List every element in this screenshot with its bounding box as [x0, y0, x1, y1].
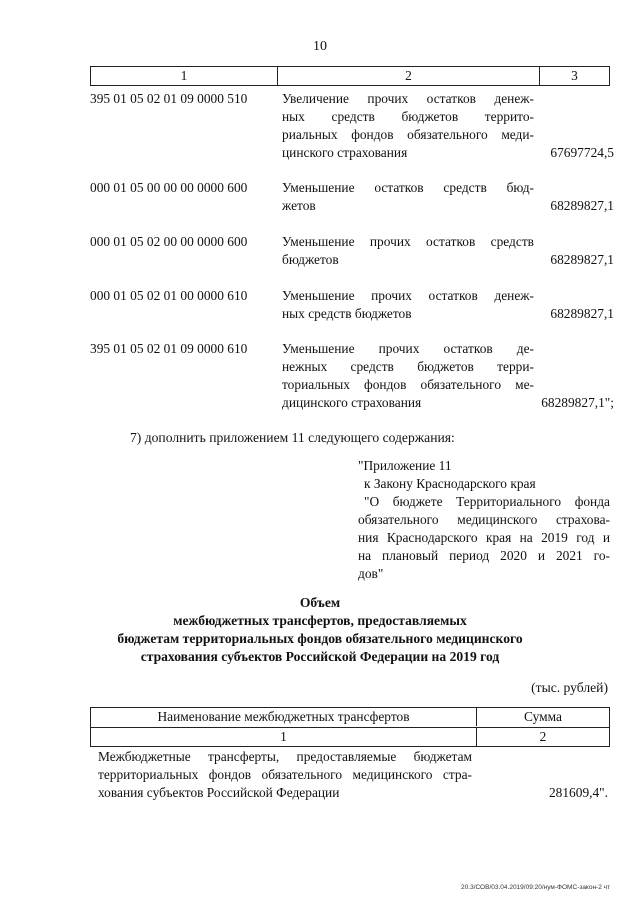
- annex-line: обязательного медицинского страхова-: [358, 512, 610, 527]
- description-line: Уменьшение прочих остатков де-: [282, 341, 534, 356]
- description-line: Уменьшение остатков средств бюд-: [282, 180, 534, 195]
- description-line: Межбюджетные трансферты, предоставляемые бюджетам: [98, 749, 472, 764]
- table2-header-sum: Сумма: [524, 709, 562, 724]
- table2-header-name: Наименование межбюджетных трансфертов: [91, 708, 477, 726]
- annex-line: дов": [358, 566, 384, 581]
- description-line: Уменьшение прочих остатков средств: [282, 234, 534, 249]
- table-row: [98, 748, 608, 802]
- table2-number-row: [91, 727, 609, 746]
- budget-code: 000 01 05 00 00 00 0000 600: [90, 180, 248, 195]
- description-line: территориальных фондов обязательного медицинского стра-: [98, 767, 472, 782]
- row-description: [282, 287, 534, 323]
- table1-header-col1: 1: [91, 67, 278, 85]
- description-line: цинского страхования: [282, 145, 408, 160]
- table-row: [90, 90, 614, 162]
- units-label: (тыс. рублей): [531, 680, 608, 695]
- annex-line: "Приложение 11: [358, 458, 452, 473]
- description-line: нежных средств бюджетов терри-: [282, 359, 534, 374]
- description-line: ных средств бюджетов террито-: [282, 109, 534, 124]
- row-description: [282, 179, 534, 215]
- table-row: [90, 340, 614, 412]
- description-line: ториальных фондов обязательного ме-: [282, 377, 534, 392]
- annex-line: ния Краснодарского края на 2019 год и: [358, 530, 610, 545]
- row-amount: 67697724,5: [550, 145, 614, 160]
- row-amount: 281609,4".: [548, 785, 608, 800]
- table2-header-row: [91, 708, 609, 726]
- row-description: [282, 233, 534, 269]
- description-line: дицинского страхования: [282, 395, 422, 410]
- table1-header-col3: 3: [571, 68, 578, 83]
- page-number: 10: [313, 39, 327, 54]
- row-description: [282, 90, 534, 162]
- table2-col1-number: 1: [91, 728, 477, 746]
- table2-col2-number: 2: [539, 729, 547, 744]
- description-line: Увеличение прочих остатков денеж-: [282, 91, 534, 106]
- row-description: [282, 340, 534, 412]
- document-title-line: бюджетам территориальных фондов обязательного медицинского: [117, 631, 523, 646]
- table-row: [90, 287, 614, 323]
- description-line: хования субъектов Российской Федерации: [98, 785, 340, 800]
- row-amount: 68289827,1: [550, 306, 614, 321]
- budget-code: 000 01 05 02 00 00 0000 600: [90, 234, 248, 249]
- row-amount: 68289827,1: [550, 198, 614, 213]
- description-line: бюджетов: [282, 252, 339, 267]
- table1-header: [90, 66, 610, 86]
- table2-header: [90, 707, 610, 747]
- description-line: Уменьшение прочих остатков денеж-: [282, 288, 534, 303]
- table-row: [90, 179, 614, 215]
- footer-stamp: 20.3/СОВ/03.04.2019/09:20/нум-ФОМС-закон-2 чт: [461, 884, 610, 891]
- document-title-line: Объем: [299, 595, 341, 610]
- table1-header-col2: 2: [278, 67, 540, 85]
- budget-code: 395 01 05 02 01 09 0000 610: [90, 341, 248, 356]
- description-line: ных средств бюджетов: [282, 306, 412, 321]
- description-line: жетов: [282, 198, 316, 213]
- row-amount: 68289827,1";: [541, 395, 614, 410]
- annex-heading: [358, 457, 610, 583]
- table-row: [90, 233, 614, 269]
- description-line: риальных фондов обязательного меди-: [282, 127, 534, 142]
- row-amount: 68289827,1: [550, 252, 614, 267]
- document-title-line: межбюджетных трансфертов, предоставляемых: [173, 613, 467, 628]
- annex-line: на плановый период 2020 и 2021 го-: [358, 548, 610, 563]
- intro-paragraph: 7) дополнить приложением 11 следующего содержания:: [130, 430, 455, 445]
- budget-code: 000 01 05 02 01 00 0000 610: [90, 288, 248, 303]
- document-title-line: страхования субъектов Российской Федерации на 2019 год: [140, 649, 500, 664]
- budget-code: 395 01 05 02 01 09 0000 510: [90, 91, 248, 106]
- annex-line: "О бюджете Территориального фонда: [364, 494, 610, 509]
- annex-line: к Закону Краснодарского края: [364, 476, 536, 491]
- row-description: [98, 748, 472, 802]
